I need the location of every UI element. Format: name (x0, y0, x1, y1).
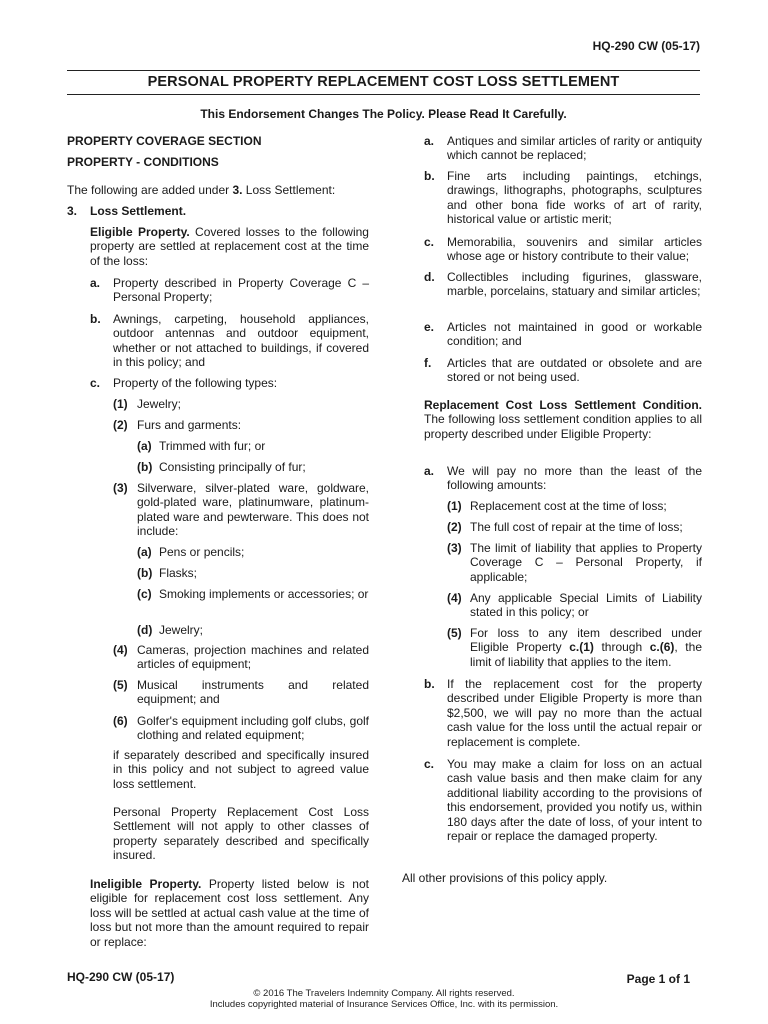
item-c3b-label: (b) (137, 566, 153, 580)
item-c2-label: (2) (113, 418, 128, 432)
condition-a5-pre: For loss to any item described under Eligible Property (470, 626, 702, 655)
condition-a5-ref2: c.(6) (649, 640, 675, 655)
item-c3c-label: (c) (137, 587, 152, 601)
condition-a2-text: The full cost of repair at the time of loss; (470, 520, 683, 534)
form-number-bottom: HQ-290 CW (05-17) (67, 970, 175, 984)
item-c2b-label: (b) (137, 460, 153, 474)
ineligible-b-text: Fine arts including paintings, etchings, drawings, lithographs, photographs, sculptures and other bona fide works of art of rarity, historical value or artistic merit; (447, 169, 702, 227)
ineligible-d-label: d. (424, 270, 435, 284)
item-c3-label: (3) (113, 481, 128, 495)
ineligible-c-text: Memorabilia, souvenirs and similar articles whose age or history contribute to their value; (447, 235, 702, 264)
document-subtitle: This Endorsement Changes The Policy. Please Read It Carefully. (200, 107, 567, 121)
condition-b-text: If the replacement cost for the property described under Eligible Property is more than $2,500, we will pay no more than the actual cash value for the loss until the actual repair or replacement is complete. (447, 677, 702, 749)
condition-a-label: a. (424, 464, 435, 478)
ineligible-f-label: f. (424, 356, 432, 370)
document-title: PERSONAL PROPERTY REPLACEMENT COST LOSS SETTLEMENT (147, 74, 620, 90)
intro-text (67, 183, 369, 197)
rc-condition-text: The following loss settlement condition applies to all property described under Eligible Property: (424, 412, 702, 441)
form-number-top: HQ-290 CW (05-17) (592, 39, 700, 53)
intro-pre: The following are added under (67, 183, 233, 197)
loss-settlement-number: 3. (67, 204, 78, 218)
intro-num: 3. (232, 183, 243, 197)
item-c1-text: Jewelry; (137, 397, 182, 411)
intro-post: Loss Settlement: (242, 183, 336, 197)
item-c-text: Property of the following types: (113, 376, 278, 390)
item-c5-text: Musical instruments and related equipment; and (137, 678, 369, 707)
item-c4-label: (4) (113, 643, 128, 657)
ineligible-property-paragraph (90, 877, 369, 949)
item-a-text: Property described in Property Coverage C – Personal Property; (113, 276, 369, 305)
item-c3a-text: Pens or pencils; (159, 545, 245, 559)
item-a-label: a. (90, 276, 101, 290)
eligible-property-lead: Eligible Property. (90, 225, 190, 239)
condition-a4-text: Any applicable Special Limits of Liability stated in this policy; or (470, 591, 702, 620)
ineligible-a-label: a. (424, 134, 435, 148)
item-b-text: Awnings, carpeting, household appliances, outdoor antennas and outdoor equipment, whether or not attached to buildings, if covered in this policy; and (113, 312, 369, 370)
copyright-line-2: Includes copyrighted material of Insurance Services Office, Inc. with its permission. (209, 999, 559, 1010)
condition-a5-post: , the limit of liability that applies to the item. (470, 640, 702, 669)
title-rule-bottom (67, 94, 700, 95)
title-rule-top (67, 70, 700, 71)
item-c2a-label: (a) (137, 439, 152, 453)
item-c2a-text: Trimmed with fur; or (159, 439, 266, 453)
condition-a3-text: The limit of liability that applies to Property Coverage C – Personal Property, if applicable; (470, 541, 702, 584)
ineligible-c-label: c. (424, 235, 435, 249)
condition-a4-label: (4) (447, 591, 462, 605)
item-c2b-text: Consisting principally of fur; (159, 460, 306, 474)
replacement-cost-note: Personal Property Replacement Cost Loss Settlement will not apply to other classes of property separately described and specifically insured. (113, 805, 369, 863)
ineligible-f-text: Articles that are outdated or obsolete and are stored or not being used. (447, 356, 702, 385)
rc-condition-lead: Replacement Cost Loss Settlement Condition. (424, 398, 702, 412)
item-b-label: b. (90, 312, 101, 326)
condition-a5-ref1: c.(1) (569, 640, 594, 655)
ineligible-d-text: Collectibles including figurines, glassware, marble, porcelains, statuary and similar articles; (447, 270, 702, 299)
item-c6-text: Golfer's equipment including golf clubs, golf clothing and related equipment; (137, 714, 369, 743)
ineligible-property-text: Property listed below is not eligible for replacement cost loss settlement. Any loss will be settled at actual cash value at the time of loss but not more than the amount required to repair or replace: (90, 877, 369, 949)
ineligible-a-text: Antiques and similar articles of rarity or antiquity which cannot be replaced; (447, 134, 702, 163)
eligible-property-text: Covered losses to the following property are settled at replacement cost at the time of the loss: (90, 225, 369, 268)
eligible-property-paragraph (90, 225, 369, 268)
rc-condition-paragraph (424, 398, 702, 441)
condition-a-text: We will pay no more than the least of the following amounts: (447, 464, 702, 493)
item-c3b-text: Flasks; (159, 566, 198, 580)
condition-a5-mid: through (593, 640, 650, 655)
item-c2-text: Furs and garments: (137, 418, 242, 432)
condition-b-label: b. (424, 677, 435, 691)
item-c3d-label: (d) (137, 623, 153, 637)
copyright-notice (0, 988, 768, 1010)
condition-a2-label: (2) (447, 520, 462, 534)
all-other-provisions: All other provisions of this policy apply. (402, 871, 608, 885)
condition-a5-text (470, 626, 702, 669)
condition-a1-text: Replacement cost at the time of loss; (470, 499, 667, 513)
ineligible-e-text: Articles not maintained in good or workable condition; and (447, 320, 702, 349)
item-c5-label: (5) (113, 678, 128, 692)
item-c1-label: (1) (113, 397, 128, 411)
item-c3a-label: (a) (137, 545, 152, 559)
separately-described-text: if separately described and specifically insured in this policy and not subject to agreed value loss settlement. (113, 748, 369, 791)
item-c4-text: Cameras, projection machines and related articles of equipment; (137, 643, 369, 672)
copyright-line-1: © 2016 The Travelers Indemnity Company. All rights reserved. (253, 988, 515, 999)
condition-a3-label: (3) (447, 541, 462, 555)
item-c3d-text: Jewelry; (159, 623, 204, 637)
condition-a5-label: (5) (447, 626, 462, 640)
ineligible-b-label: b. (424, 169, 435, 183)
item-c6-label: (6) (113, 714, 128, 728)
item-c3-text: Silverware, silver-plated ware, goldware, gold-plated ware, platinumware, platinum-plated ware and pewterware. This does not include: (137, 481, 369, 539)
condition-c-label: c. (424, 757, 435, 771)
item-c3c-text: Smoking implements or accessories; or (159, 587, 369, 601)
condition-c-text: You may make a claim for loss on an actual cash value basis and then make claim for any additional liability according to the provisions of this endorsement, provided you notify us, within 180 days after the date of loss, of your intent to repair or replace the damaged property. (447, 757, 702, 844)
conditions-heading: PROPERTY - CONDITIONS (67, 155, 219, 169)
loss-settlement-title: Loss Settlement. (90, 204, 187, 218)
ineligible-property-lead: Ineligible Property. (90, 877, 202, 891)
section-heading: PROPERTY COVERAGE SECTION (67, 134, 262, 148)
condition-a1-label: (1) (447, 499, 462, 513)
page-number: Page 1 of 1 (626, 972, 690, 986)
item-c-label: c. (90, 376, 101, 390)
ineligible-e-label: e. (424, 320, 435, 334)
